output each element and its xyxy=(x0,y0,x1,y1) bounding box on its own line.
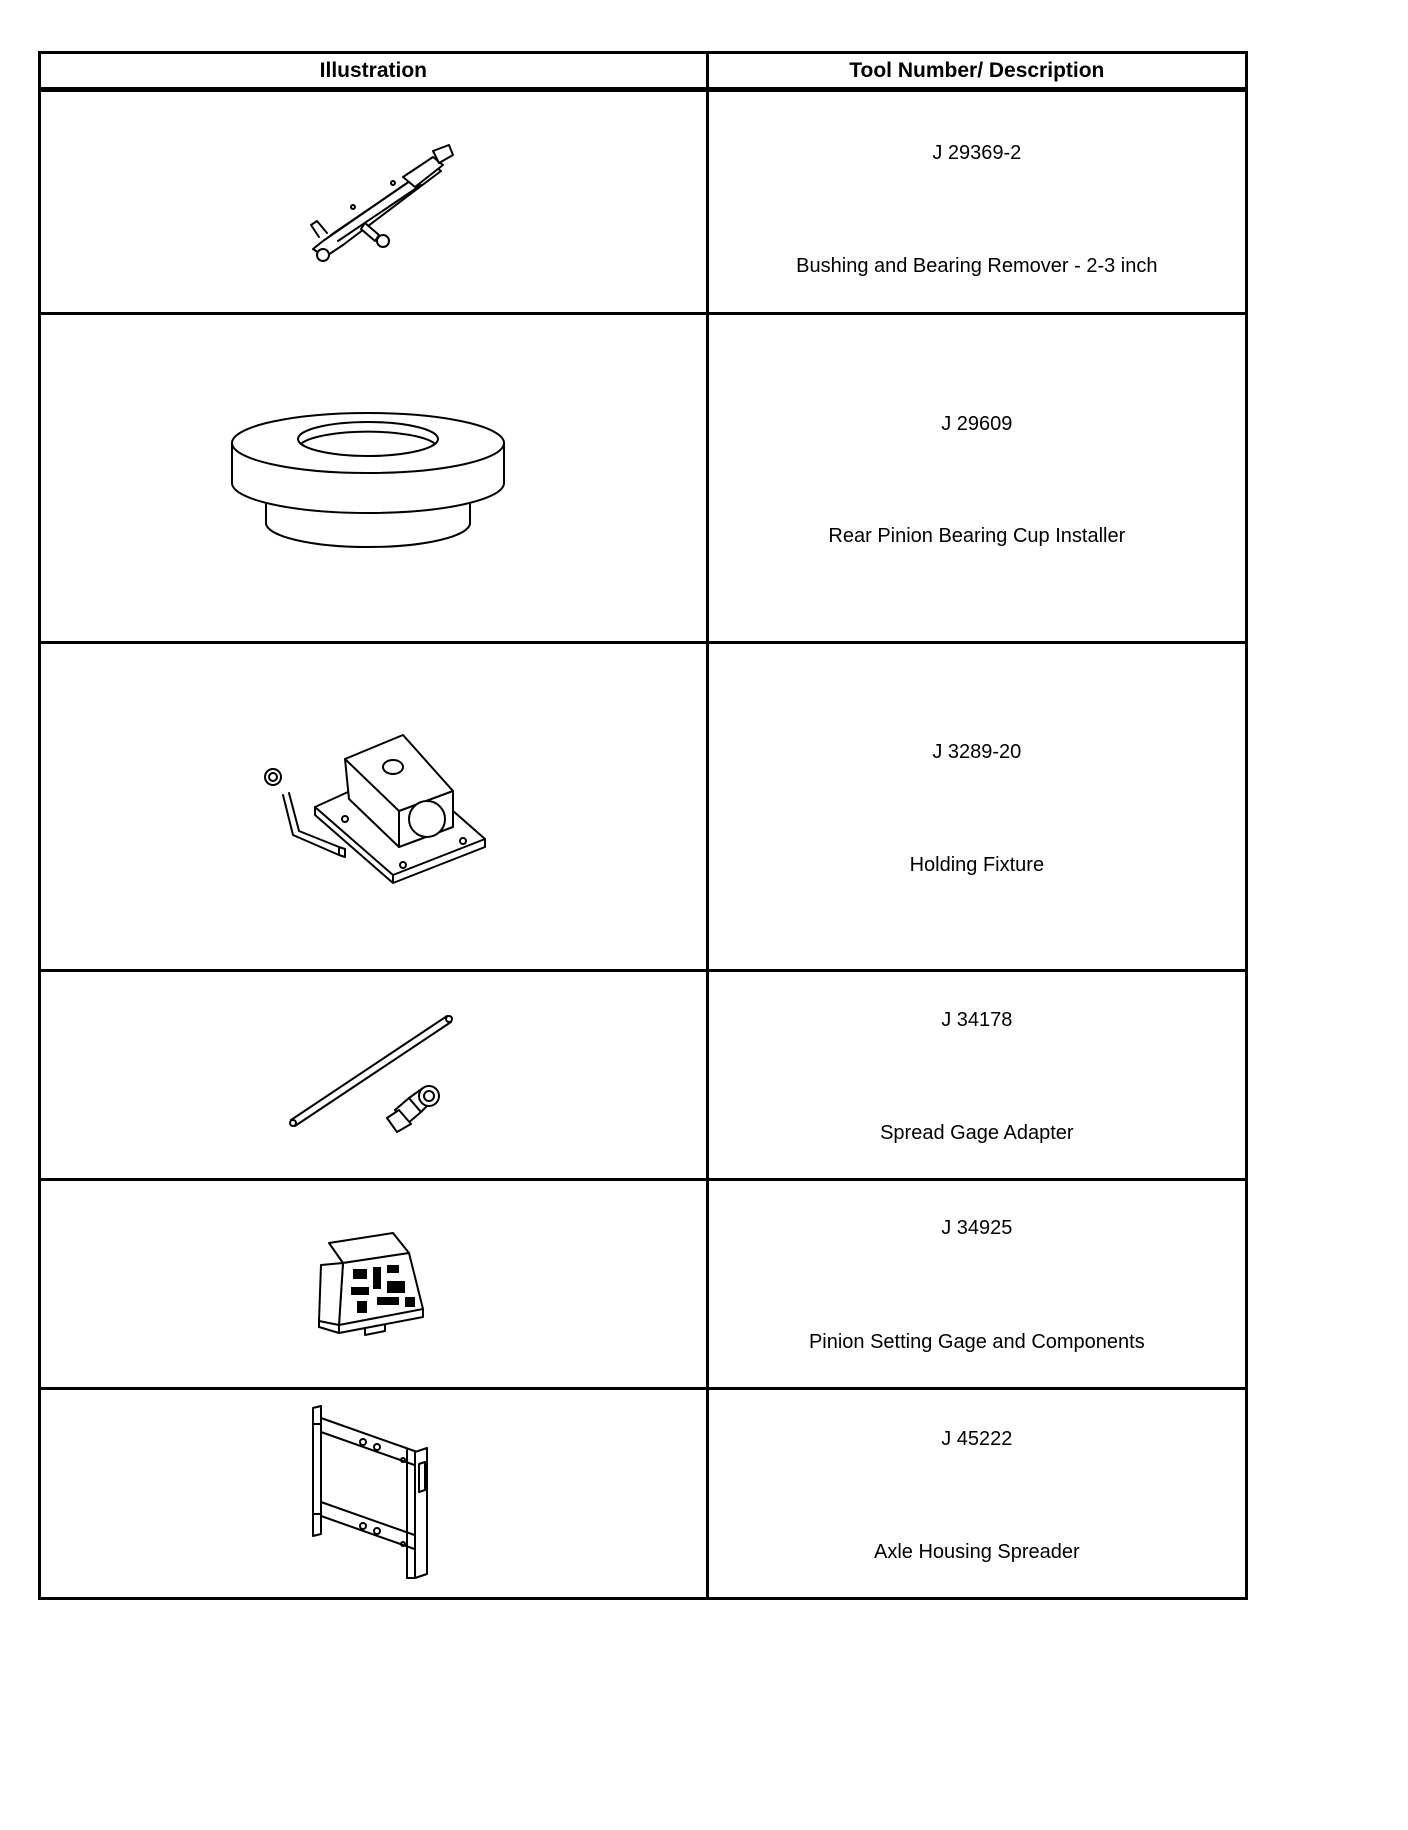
bearing-cup-installer-icon xyxy=(228,403,518,553)
tool-description-cell xyxy=(707,314,1246,643)
tool-number: J 45222 xyxy=(941,1428,1013,1450)
tool-description-cell xyxy=(707,90,1246,314)
tool-description: Spread Gage Adapter xyxy=(880,1122,1074,1144)
tool-description-cell xyxy=(707,1389,1246,1599)
table-row xyxy=(40,1180,1247,1389)
bushing-bearing-remover-icon xyxy=(283,137,463,267)
tool-description-cell xyxy=(707,1180,1246,1389)
illustration-cell xyxy=(40,314,708,643)
tool-column-header: Tool Number/ Description xyxy=(707,53,1246,90)
illustration-cell xyxy=(40,643,708,971)
tool-description-cell xyxy=(707,971,1246,1180)
tool-number: J 34178 xyxy=(941,1009,1013,1031)
table-header-row xyxy=(40,53,1247,90)
illustration-cell xyxy=(40,90,708,314)
illustration-column-header: Illustration xyxy=(40,53,708,90)
tool-description: Rear Pinion Bearing Cup Installer xyxy=(828,525,1126,547)
illustration-cell xyxy=(40,971,708,1180)
tool-description: Bushing and Bearing Remover - 2-3 inch xyxy=(796,255,1158,277)
table-row xyxy=(40,314,1247,643)
illustration-cell xyxy=(40,1180,708,1389)
table-row xyxy=(40,971,1247,1180)
tool-description: Holding Fixture xyxy=(909,854,1045,876)
tool-description-cell xyxy=(707,643,1246,971)
illustration-cell xyxy=(40,1389,708,1599)
holding-fixture-icon xyxy=(253,727,493,887)
table-row xyxy=(40,1389,1247,1599)
tool-number: J 29609 xyxy=(941,413,1013,435)
tool-description: Axle Housing Spreader xyxy=(873,1541,1080,1563)
pinion-setting-gage-kit-icon xyxy=(313,1229,433,1339)
tool-number: J 34925 xyxy=(941,1217,1013,1239)
table-row xyxy=(40,90,1247,314)
spread-gage-adapter-icon xyxy=(283,1010,463,1140)
tool-number: J 3289-20 xyxy=(932,741,1022,763)
tool-number: J 29369-2 xyxy=(932,142,1022,164)
axle-housing-spreader-icon xyxy=(303,1404,443,1584)
tool-description: Pinion Setting Gage and Components xyxy=(808,1331,1145,1353)
table-row xyxy=(40,643,1247,971)
special-tools-table xyxy=(38,51,1248,1600)
